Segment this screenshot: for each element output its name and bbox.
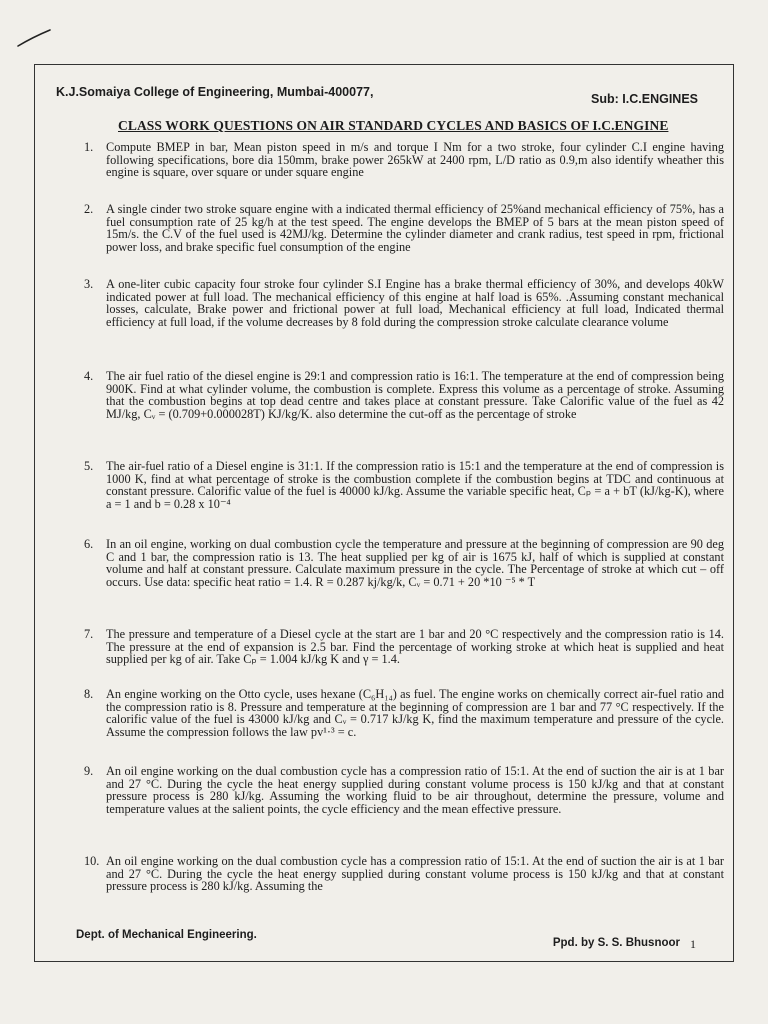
question-number: 6. [84, 537, 94, 551]
question-number: 4. [84, 369, 94, 383]
question-item [84, 538, 724, 588]
question-item [84, 688, 724, 738]
question-number: 1. [84, 140, 94, 154]
question-number: 8. [84, 687, 94, 701]
question-number: 10. [84, 854, 100, 868]
question-item [84, 628, 724, 666]
question-text: An oil engine working on the dual combustion cycle has a compression ratio of 15:1. At the end of suction the air is at 1 bar and 27 °C. During the cycle the heat energy supplied during constant volume process is 150 kJ/kg and that at constant pressure process is 280 kJ/kg. Assuming the working fluid to be air throughout, determine the pressure, volume and temperature values at the salient points, the cycle efficiency and the mean effective pressure. [106, 764, 724, 816]
college-name: K.J.Somaiya College of Engineering, Mumbai-400077, [56, 85, 374, 99]
question-item [84, 370, 724, 420]
question-item [84, 855, 724, 893]
question-item [84, 460, 724, 510]
question-text: In an oil engine, working on dual combustion cycle the temperature and pressure at the beginning of compression are 90 deg C and 1 bar, the compression ratio is 13. The heat supplied per kg of air is 1675 kJ, half of which is supplied at constant volume and half at constant pressure. Calculate maximum pressure in the cycle. The Percentage of stroke at which cut – off occurs. Use data: specific heat ratio = 1.4. R = 0.287 kj/kg/k, Cᵥ = 0.71 + 20 *10 ⁻⁵ * T [106, 537, 724, 589]
question-item [84, 141, 724, 179]
prepared-by: Ppd. by S. S. Bhusnoor [552, 937, 680, 949]
question-item [84, 278, 724, 328]
question-number: 5. [84, 459, 94, 473]
question-number: 2. [84, 202, 94, 216]
question-text: An engine working on the Otto cycle, uses hexane (C₆H₁₄) as fuel. The engine works on chemically correct air-fuel ratio and the compression ratio is 8. Pressure and temperature at the beginning of compression are 1 bar and 77 °C respectively. If the calorific value of the fuel is 43000 kJ/kg and Cᵥ = 0.717 kJ/kg K, find the maximum temperature and pressure of the cycle. Assume the compression follows the law pv¹·³ = c. [106, 687, 724, 739]
page-title: CLASS WORK QUESTIONS ON AIR STANDARD CYCLES AND BASICS OF I.C.ENGINE [118, 118, 669, 133]
question-number: 7. [84, 627, 94, 641]
question-text: Compute BMEP in bar, Mean piston speed in m/s and torque I Nm for a two stroke, four cylinder C.I engine having following specifications, bore dia 150mm, brake power 265kW at 2400 rpm, L/D ratio as 0.9,m also identify wheather this engine is square, over square or under square engine [106, 140, 724, 180]
question-text: A single cinder two stroke square engine with a indicated thermal efficiency of 25%and mechanical efficiency of 75%, has a fuel consumption rate of 25 kg/h at the test speed. The engine develops the BMEP of 5 bars at the mean piston speed of 15m/s. the C.V of the fuel used is 42MJ/kg. Determine the cylinder diameter and crank radius, test speed in rpm, frictional power loss, and brake specific fuel consumption of the engine [106, 202, 724, 254]
question-text: An oil engine working on the dual combustion cycle has a compression ratio of 15:1. At the end of suction the air is at 1 bar and 27 °C. During the cycle the heat energy supplied during constant volume process is 150 kJ/kg and that at constant pressure process is 280 kJ/kg. Assuming the [106, 854, 724, 894]
question-text: A one-liter cubic capacity four stroke four cylinder S.I Engine has a brake thermal efficiency of 30%, and develops 40kW indicated power at full load. The mechanical efficiency of this engine at half load is 65%. .Assuming constant mechanical losses, calculate, Brake power and frictional power at full load, Mechanical efficiency at full load, Indicated thermal efficiency at full load, if the volume decreases by 8 fold during the compression stroke calculate clearance volume [106, 277, 724, 329]
question-number: 3. [84, 277, 94, 291]
question-item [84, 203, 724, 253]
department-footer: Dept. of Mechanical Engineering. [76, 929, 257, 941]
subject-label: Sub: I.C.ENGINES [591, 92, 698, 106]
page-number: 1 [690, 937, 696, 951]
question-text: The air fuel ratio of the diesel engine is 29:1 and compression ratio is 16:1. The temperature at the end of compression being 900K. Find at what cylinder volume, the combustion is complete. Express this volume as a percentage of stroke. Assuming that the combustion begins at top dead centre and takes place at constant pressure. Take Calorific value of the fuel as 42 MJ/kg, Cᵥ = (0.709+0.000028T) KJ/kg/K. also determine the cut-off as the percentage of stroke [106, 369, 724, 421]
question-item [84, 765, 724, 815]
question-number: 9. [84, 764, 94, 778]
question-text: The pressure and temperature of a Diesel cycle at the start are 1 bar and 20 °C respectively and the compression ratio is 14. The pressure at the end of expansion is 2.5 bar. Find the percentage of working stroke at which heat is supplied and heat supplied per kg of air. Take Cₚ = 1.004 kJ/kg K and γ = 1.4. [106, 627, 724, 667]
question-text: The air-fuel ratio of a Diesel engine is 31:1. If the compression ratio is 15:1 and the temperature at the end of compression is 1000 K, find at what percentage of stroke is the combustion complete if the combustion begins at TDC and continuous at constant pressure. Calorific value of the fuel is 40000 kJ/kg. Assume the variable specific heat, Cₚ = a + bT (kJ/kg-K), where a = 1 and b = 0.28 x 10⁻⁴ [106, 459, 724, 511]
